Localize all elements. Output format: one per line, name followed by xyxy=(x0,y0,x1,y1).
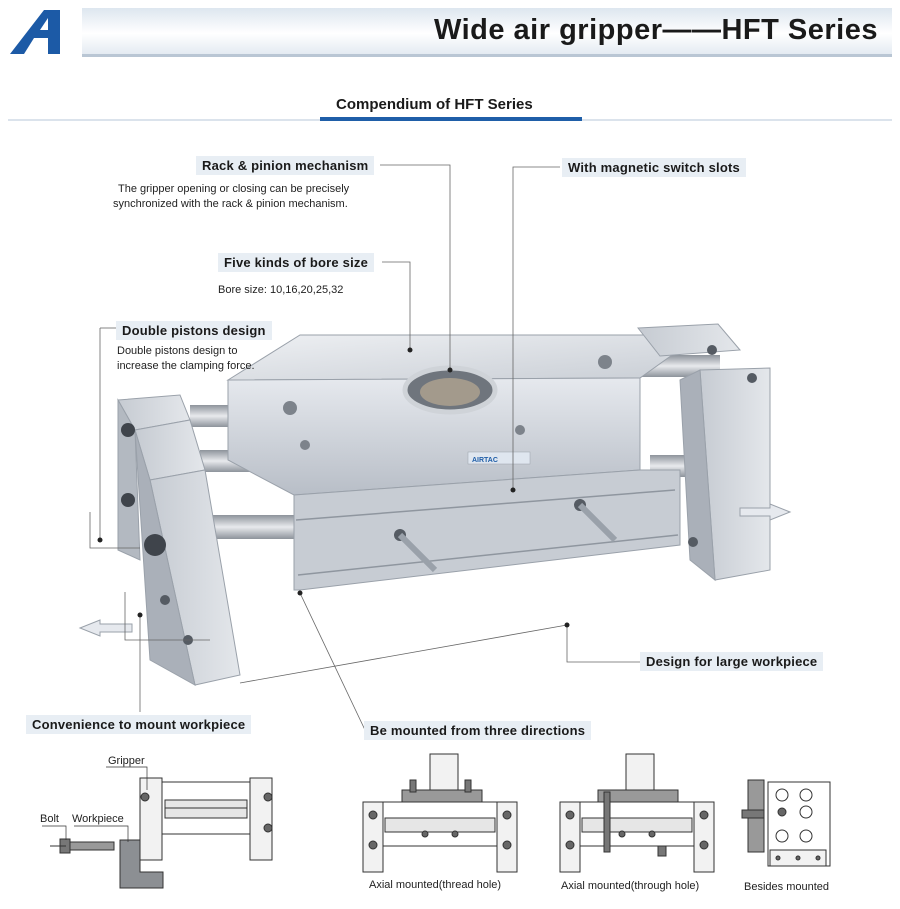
label-workpiece: Workpiece xyxy=(72,813,124,825)
label-bolt: Bolt xyxy=(40,813,59,825)
caption-axial-through: Axial mounted(through hole) xyxy=(561,880,700,892)
axial-thread-diagram xyxy=(363,754,517,872)
axial-through-diagram xyxy=(560,754,714,872)
rack-pinion-note-1: The gripper opening or closing can be precisely xyxy=(118,183,350,195)
caption-besides: Besides mounted xyxy=(744,881,829,893)
double-pistons-note-1: Double pistons design to xyxy=(117,345,238,357)
caption-axial-thread: Axial mounted(thread hole) xyxy=(369,879,502,891)
gripper-body xyxy=(228,335,700,590)
besides-mounted-diagram xyxy=(742,780,830,866)
callout-mount-workpiece: Convenience to mount workpiece xyxy=(26,715,251,734)
callout-rack-pinion: Rack & pinion mechanism xyxy=(196,156,374,175)
callout-large-workpiece: Design for large workpiece xyxy=(640,652,823,671)
rack-pinion-note-2: synchronized with the rack & pinion mechanism. xyxy=(113,198,348,210)
product-marking: AIRTAC xyxy=(472,457,498,464)
mount-workpiece-diagram xyxy=(50,778,272,888)
callout-double-pistons: Double pistons design xyxy=(116,321,272,340)
page-title: Wide air gripper——HFT Series xyxy=(433,14,878,46)
diagram-leaders xyxy=(42,767,147,842)
label-gripper: Gripper xyxy=(108,755,145,767)
double-pistons-note-2: increase the clamping force. xyxy=(117,360,255,372)
callout-bore-size: Five kinds of bore size xyxy=(218,253,374,272)
bore-size-note: Bore size: 10,16,20,25,32 xyxy=(218,284,344,296)
left-jaw xyxy=(118,395,240,685)
section-title: Compendium of HFT Series xyxy=(336,96,533,113)
callout-three-directions: Be mounted from three directions xyxy=(364,721,591,740)
callout-magnetic-switch: With magnetic switch slots xyxy=(562,158,746,177)
